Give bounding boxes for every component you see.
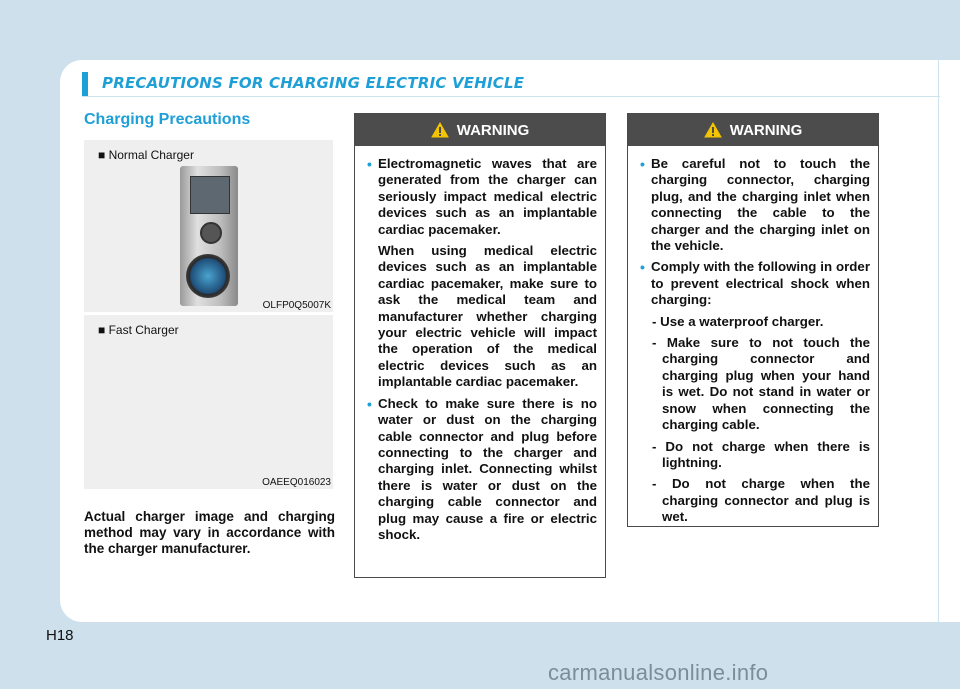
sub-item: - Do not charge when there is lightning.: [652, 438, 870, 470]
warning-text: Comply with the following in order to prevent electrical shock when charging:: [651, 259, 870, 308]
warning-text: Check to make sure there is no water or dust on the charging cable connector and plug before connecting to the charger and charging inlet. Connecting whilst there is water or dust on the charging cable connector and plug may cause a fire or electric shock.: [378, 395, 597, 542]
normal-charger-image: [180, 166, 238, 306]
warning-box-left: [354, 113, 606, 578]
bullet-icon: •: [367, 156, 372, 172]
warning-header: [628, 114, 878, 146]
header-accent-bar: [82, 72, 88, 96]
warning-header: [355, 114, 605, 146]
sub-item: - Do not charge when the charging connector and plug is wet.: [652, 476, 870, 525]
list-item: [640, 156, 870, 254]
fast-charger-code: OAEEQ016023: [262, 477, 331, 488]
warning-triangle-icon: [431, 122, 449, 138]
section-title: Charging Precautions: [84, 111, 251, 128]
normal-charger-label: ■ Normal Charger: [98, 148, 194, 162]
header-divider: [82, 96, 940, 97]
sub-item: - Use a waterproof charger.: [652, 313, 824, 329]
page-header-title: PRECAUTIONS FOR CHARGING ELECTRIC VEHICLE: [102, 74, 525, 92]
list-item: [367, 396, 597, 544]
charger-socket: [186, 254, 230, 298]
list-item: [640, 259, 870, 308]
warning-text: Be careful not to touch the charging connector, charging plug, and the charging inlet when connecting the cable to the charger and the charging inlet on the vehicle.: [651, 156, 870, 254]
warning-box-right: [627, 113, 879, 527]
page-number: H18: [46, 627, 74, 644]
bullet-icon: •: [367, 395, 372, 412]
charger-knob: [200, 222, 222, 244]
bullet-icon: •: [640, 259, 645, 276]
warning-paragraph: When using medical electric devices such as an implantable cardiac pacemaker, make sure to ask the medical team and manufacturer whether charging your electric vehicle will impact the operation of the medical electric devices such as an implantable cardiac pacemaker.: [378, 243, 597, 390]
right-margin-rule: [938, 60, 939, 622]
bullet-icon: •: [640, 156, 645, 172]
warning-body: [355, 146, 605, 553]
warning-body: [628, 146, 878, 536]
fast-charger-label: ■ Fast Charger: [98, 323, 179, 337]
fast-charger-figure: [84, 315, 333, 489]
list-item: [367, 156, 597, 238]
warning-heading: WARNING: [456, 121, 530, 139]
sub-item: - Make sure to not touch the charging connector and charging plug when your hand is wet. Do not stand in water or snow when connecting the charging cable.: [652, 335, 870, 433]
normal-charger-code: OLFP0Q5007K: [262, 300, 331, 311]
watermark-text: carmanualsonline.info: [548, 660, 769, 685]
warning-text: Electromagnetic waves that are generated from the charger can seriously impact medical electric devices such as an implantable cardiac pacemaker.: [378, 156, 597, 237]
charger-display: [190, 176, 230, 214]
warning-triangle-icon: [704, 122, 722, 138]
figure-caption: Actual charger image and charging method may vary in accordance with the charger manufacturer.: [84, 509, 335, 556]
warning-heading: WARNING: [729, 121, 803, 139]
normal-charger-figure: [84, 140, 333, 312]
